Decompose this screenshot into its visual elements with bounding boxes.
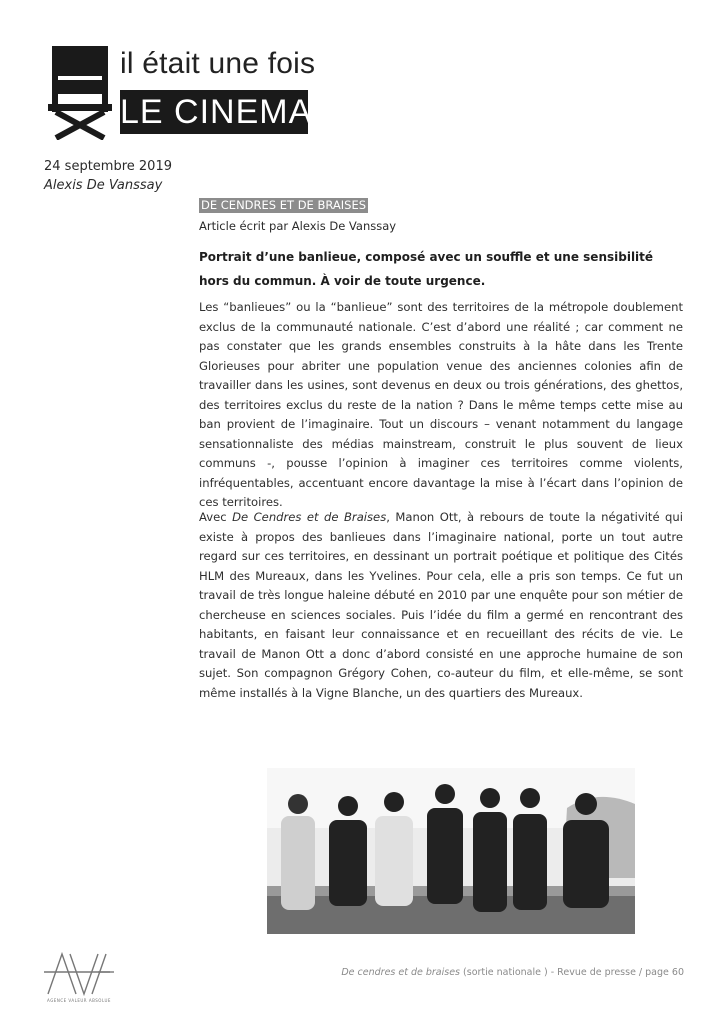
page-footer-note	[341, 967, 684, 978]
agency-logo-text: AGENCE VALEUR ABSOLUE	[47, 998, 111, 1003]
article-title: DE CENDRES ET DE BRAISES	[201, 198, 367, 212]
film-still-photo	[267, 768, 635, 934]
footer-page-info: (sortie nationale ) - Revue de presse / page 60	[460, 967, 684, 978]
article-byline: Article écrit par Alexis De Vanssay	[199, 219, 397, 233]
logo-wordmark: LE CINEMA	[120, 90, 308, 134]
film-title: De Cendres et de Braises	[232, 510, 387, 524]
publication-author: Alexis De Vanssay	[44, 178, 163, 193]
publication-date: 24 septembre 2019	[44, 159, 172, 174]
article-paragraph-2	[199, 508, 683, 703]
article-lead: Portrait d’une banlieue, composé avec un souffle et une sensibilité hors du commun. À voir de toute urgence.	[199, 250, 654, 288]
article-paragraph-1: Les “banlieues” ou la “banlieue” sont des territoires de la métropole doublement exclus de la communauté nationale. C’est d’abord une réalité ; car comment ne pas constater que les grands ensembles construits à la hâte dans les Trente Glorieuses pour abriter une population venue des anciennes colonies afin de travailler dans les usines, sont devenus en deux ou trois générations, des ghettos, des territoires exclus du reste de la nation ? Dans le même temps cette mise au ban provient de l’imaginaire. Tout un discours – venant notamment du langage sensationnaliste des médias mainstream, construit le plus souvent de lieux communs -, pousse l’opinion à imaginer ces territoires comme violents, infréquentables, accentuant encore davantage la mise à l’écart dans l’opinion de ces territoires.	[199, 300, 683, 509]
footer-film-title: De cendres et de braises	[341, 967, 461, 978]
site-logo	[44, 40, 314, 144]
paragraph-2-rest: , Manon Ott, à rebours de toute la négativité qui existe à propos des banlieues dans l’imaginaire national, porte un tout autre regard sur ces territoires, en dessinant un portrait poétique et politique des Cités HLM des Mureaux, dans les Yvelines. Pour cela, elle a pris son temps. Ce fut un travail de très longue haleine débuté en 2010 par une enquête pour son métier de chercheuse en sciences sociales. Puis l’idée du film a germé en rencontrant des habitants, en faisant leur connaissance et en recueillant des récits de vie. Le travail de Manon Ott a donc d’abord consisté en une approche humaine de son sujet. Son compagnon Grégory Cohen, co-auteur du film, et elle-même, se sont même installés à la Vigne Blanche, un des quartiers des Mureaux.	[199, 510, 683, 700]
logo-tagline: il était une fois	[120, 47, 316, 80]
agency-logo	[44, 950, 114, 1006]
paragraph-2-start: Avec	[199, 510, 233, 524]
directors-chair-icon	[44, 40, 116, 140]
agency-logo-mark-icon	[44, 950, 114, 996]
